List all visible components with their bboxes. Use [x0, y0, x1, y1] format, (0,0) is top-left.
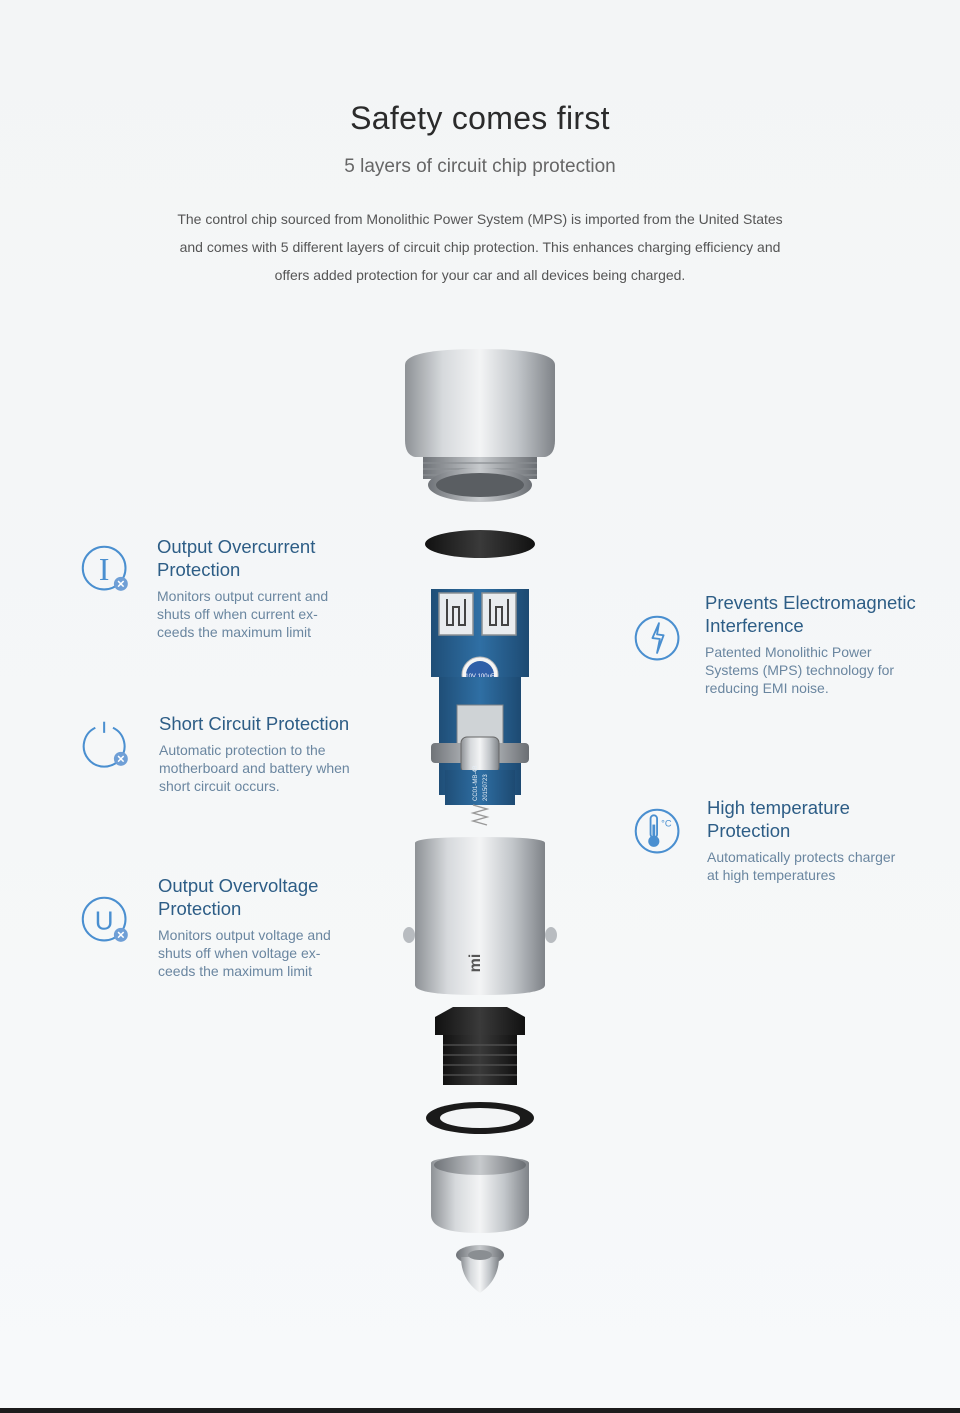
bottom-cap: [431, 1155, 529, 1233]
lightning-icon: [632, 613, 684, 665]
top-cap: [405, 349, 555, 502]
feature-title: Output Overcurrent Protection: [157, 536, 316, 580]
circuit-board: [431, 589, 529, 825]
feature-title: Prevents Electromagnetic Interference: [705, 592, 916, 636]
gasket-disc: [425, 530, 535, 558]
svg-text:U: U: [94, 905, 114, 936]
feature-description: Patented Monolithic Power Systems (MPS) technology for reducing EMI noise.: [705, 644, 895, 696]
power-icon: [80, 718, 132, 770]
current-i-icon: [80, 543, 132, 595]
mi-logo: mi: [467, 953, 484, 973]
board-date: 20150723: [483, 774, 489, 801]
intro-paragraph: [150, 205, 810, 289]
thermometer-icon: [632, 806, 684, 858]
feature-description: Automatically protects charger at high temperatures: [707, 849, 896, 883]
feature-description: Automatic protection to the motherboard and battery when short circuit occurs.: [159, 742, 350, 794]
feature-description: Monitors output voltage and shuts off when voltage ex- ceeds the maximum limit: [158, 927, 331, 979]
svg-text:I: I: [98, 552, 110, 588]
main-body-cylinder: [403, 837, 557, 995]
page-subtitle: 5 layers of circuit chip protection: [344, 156, 616, 177]
voltage-u-icon: [80, 894, 132, 946]
celsius-label: °C: [661, 818, 672, 829]
feature-title: Output Overvoltage Protection: [158, 875, 319, 919]
threaded-insert: [435, 1007, 525, 1085]
bottom-border: [0, 1408, 960, 1413]
page-title: Safety comes first: [350, 100, 610, 136]
intro-line: The control chip sourced from Monolithic Power System (MPS) is imported from the United States: [177, 211, 783, 227]
feature-title: Short Circuit Protection: [159, 713, 350, 734]
intro-line: offers added protection for your car and all devices being charged.: [274, 267, 686, 283]
exploded-charger-illustration: [395, 345, 565, 1305]
intro-line: and comes with 5 different layers of circuit chip protection. This enhances charging efficiency and: [179, 239, 781, 255]
board-code: CC01-MB-4B: [473, 765, 479, 801]
retaining-ring: [426, 1102, 534, 1134]
tip-contact: [456, 1245, 504, 1293]
feature-description: Monitors output current and shuts off when current ex- ceeds the maximum limit: [157, 588, 329, 640]
feature-title: High temperature Protection: [707, 797, 850, 841]
